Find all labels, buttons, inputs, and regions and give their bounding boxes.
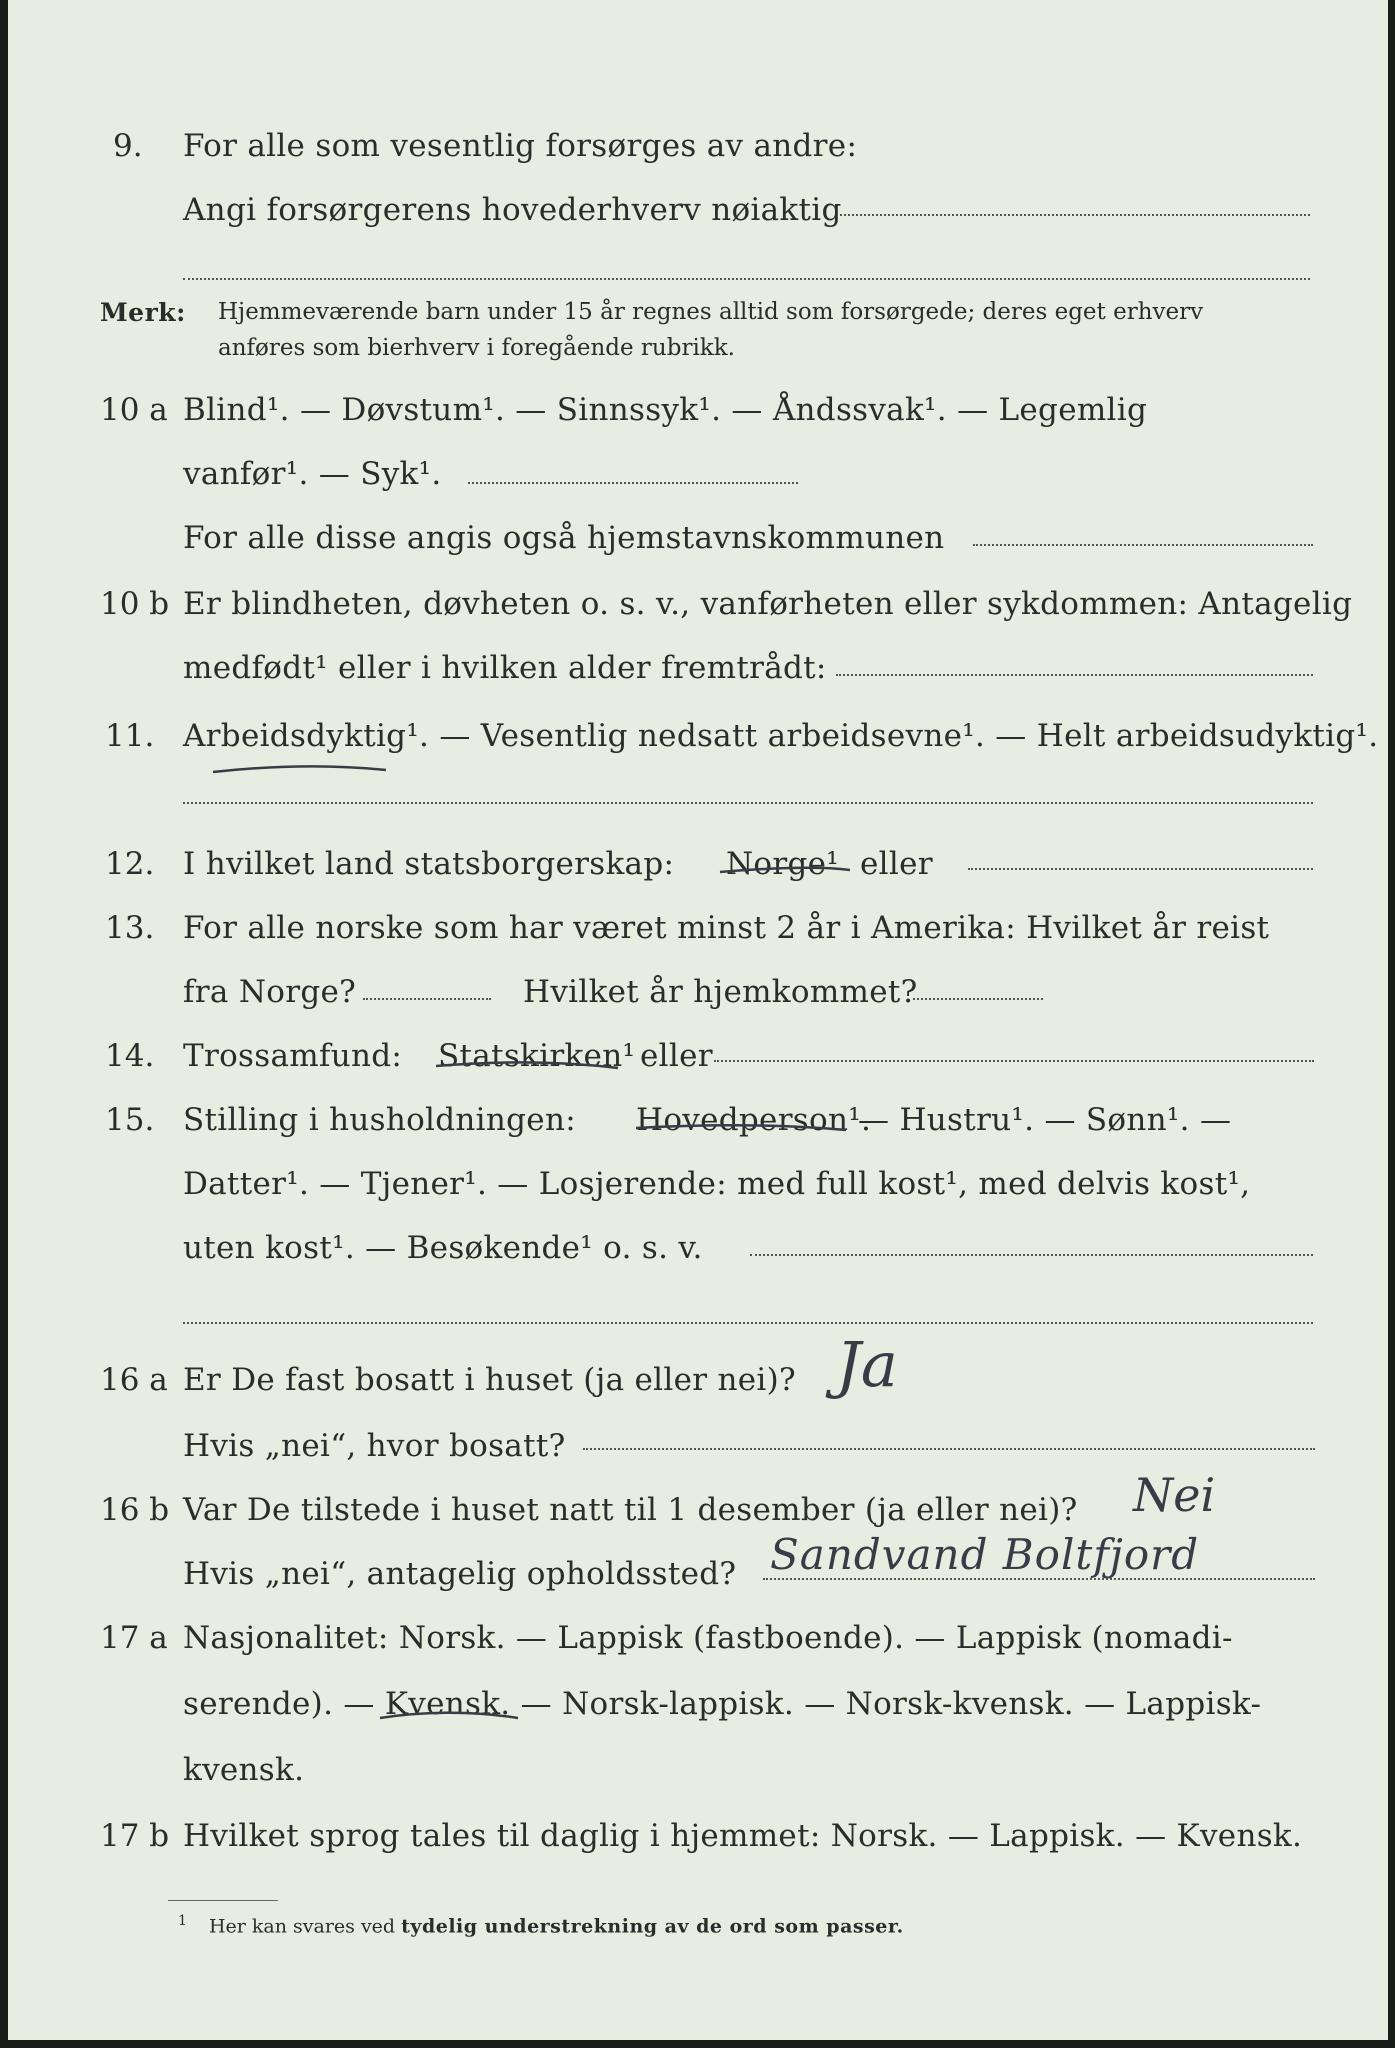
footnote-text: Her kan svares ved [208,1915,396,1938]
q15-answer: Hovedperson¹. [636,1102,872,1138]
q10b-number: 10 b [100,586,170,622]
q16b-number: 16 b [100,1492,170,1528]
q10a-number: 10 a [100,392,168,428]
q12-text: I hvilket land statsborgerskap: [183,846,675,882]
q17a-number: 17 a [100,1620,168,1656]
q9-text-2: Angi forsørgerens hovederhverv nøiaktig [183,192,842,228]
q10b-text: Er blindheten, døvheten o. s. v., vanførheten eller sykdommen: Antagelig [183,586,1353,622]
q16b-handwritten-place: Sandvand Boltfjord [770,1530,1200,1579]
q17a-text: Nasjonalitet: Norsk. — Lappisk (fastboende). — Lappisk (nomadi- [183,1620,1233,1656]
q13-text-3: Hvilket år hjemkommet? [523,974,918,1010]
q17b-text: Hvilket sprog tales til daglig i hjemmet: Norsk. — Lappisk. — Kvensk. [183,1818,1303,1854]
q16b-text: Var De tilstede i huset natt til 1 desember (ja eller nei)? [183,1492,1078,1528]
underline-statskirken [436,1062,618,1068]
footnote-text-bold: tydelig understrekning av de ord som passer. [401,1915,904,1938]
q16a-handwritten-answer: Ja [836,1328,898,1401]
q16b-handwritten-answer: Nei [1133,1468,1216,1522]
q17a-text-3: kvensk. [183,1752,305,1788]
q11-number: 11. [105,718,155,754]
q16a-text-2: Hvis „nei“, hvor bosatt? [183,1428,566,1464]
underline-kvensk [380,1713,518,1718]
q10a-text-2: vanfør¹. — Syk¹. [183,456,442,492]
q10a-text: Blind¹. — Døvstum¹. — Sinnssyk¹. — Åndssvak¹. — Legemlig [183,392,1148,428]
q12-number: 12. [105,846,155,882]
underline-arbeidsdyktig [213,766,386,772]
q15-text: Stilling i husholdningen: [183,1102,576,1138]
q17a-text-2: serende). — Kvensk. — Norsk-lappisk. — Norsk-kvensk. — Lappisk- [183,1686,1262,1722]
q12-text-2: eller [860,846,933,882]
underline-norge [720,868,850,872]
q10a-text-3: For alle disse angis også hjemstavnskommunen [183,520,945,556]
q17b-number: 17 b [100,1818,170,1854]
q15-text-2: — Hustru¹. — Sønn¹. — [858,1102,1232,1138]
q14-number: 14. [105,1038,155,1074]
q11-text: Arbeidsdyktig¹. — Vesentlig nedsatt arbeidsevne¹. — Helt arbeidsudyktig¹. [183,718,1379,754]
footnote-mark: 1 [178,1913,187,1929]
q14-text-2: eller [640,1038,713,1074]
q13-text: For alle norske som har været minst 2 år i Amerika: Hvilket år reist [183,910,1270,946]
q16a-text: Er De fast bosatt i huset (ja eller nei)? [183,1362,796,1398]
q16b-text-2: Hvis „nei“, antagelig opholdssted? [183,1556,737,1592]
q9-text: For alle som vesentlig forsørges av andre: [183,128,858,164]
q9-number: 9. [113,128,143,164]
q15-text-4: uten kost¹. — Besøkende¹ o. s. v. [183,1230,703,1266]
q10b-text-2: medfødt¹ eller i hvilken alder fremtrådt: [183,650,827,686]
q16a-number: 16 a [100,1362,168,1398]
underline-hovedperson [636,1125,846,1130]
merk-label: Merk: [100,298,186,327]
q15-text-3: Datter¹. — Tjener¹. — Losjerende: med full kost¹, med delvis kost¹, [183,1166,1251,1202]
q14-text: Trossamfund: [183,1038,403,1074]
q15-number: 15. [105,1102,155,1138]
q13-number: 13. [105,910,155,946]
handwritten-underlines [8,0,1388,2040]
q14-answer: Statskirken¹ [438,1038,636,1074]
merk-text-2: anføres som bierhverv i foregående rubrikk. [218,335,735,361]
merk-text: Hjemmeværende barn under 15 år regnes alltid som forsørgede; deres eget erhverv [218,299,1204,325]
census-form-page [8,0,1388,2040]
q13-text-2: fra Norge? [183,974,357,1010]
q12-answer: Norge¹ [726,846,840,882]
